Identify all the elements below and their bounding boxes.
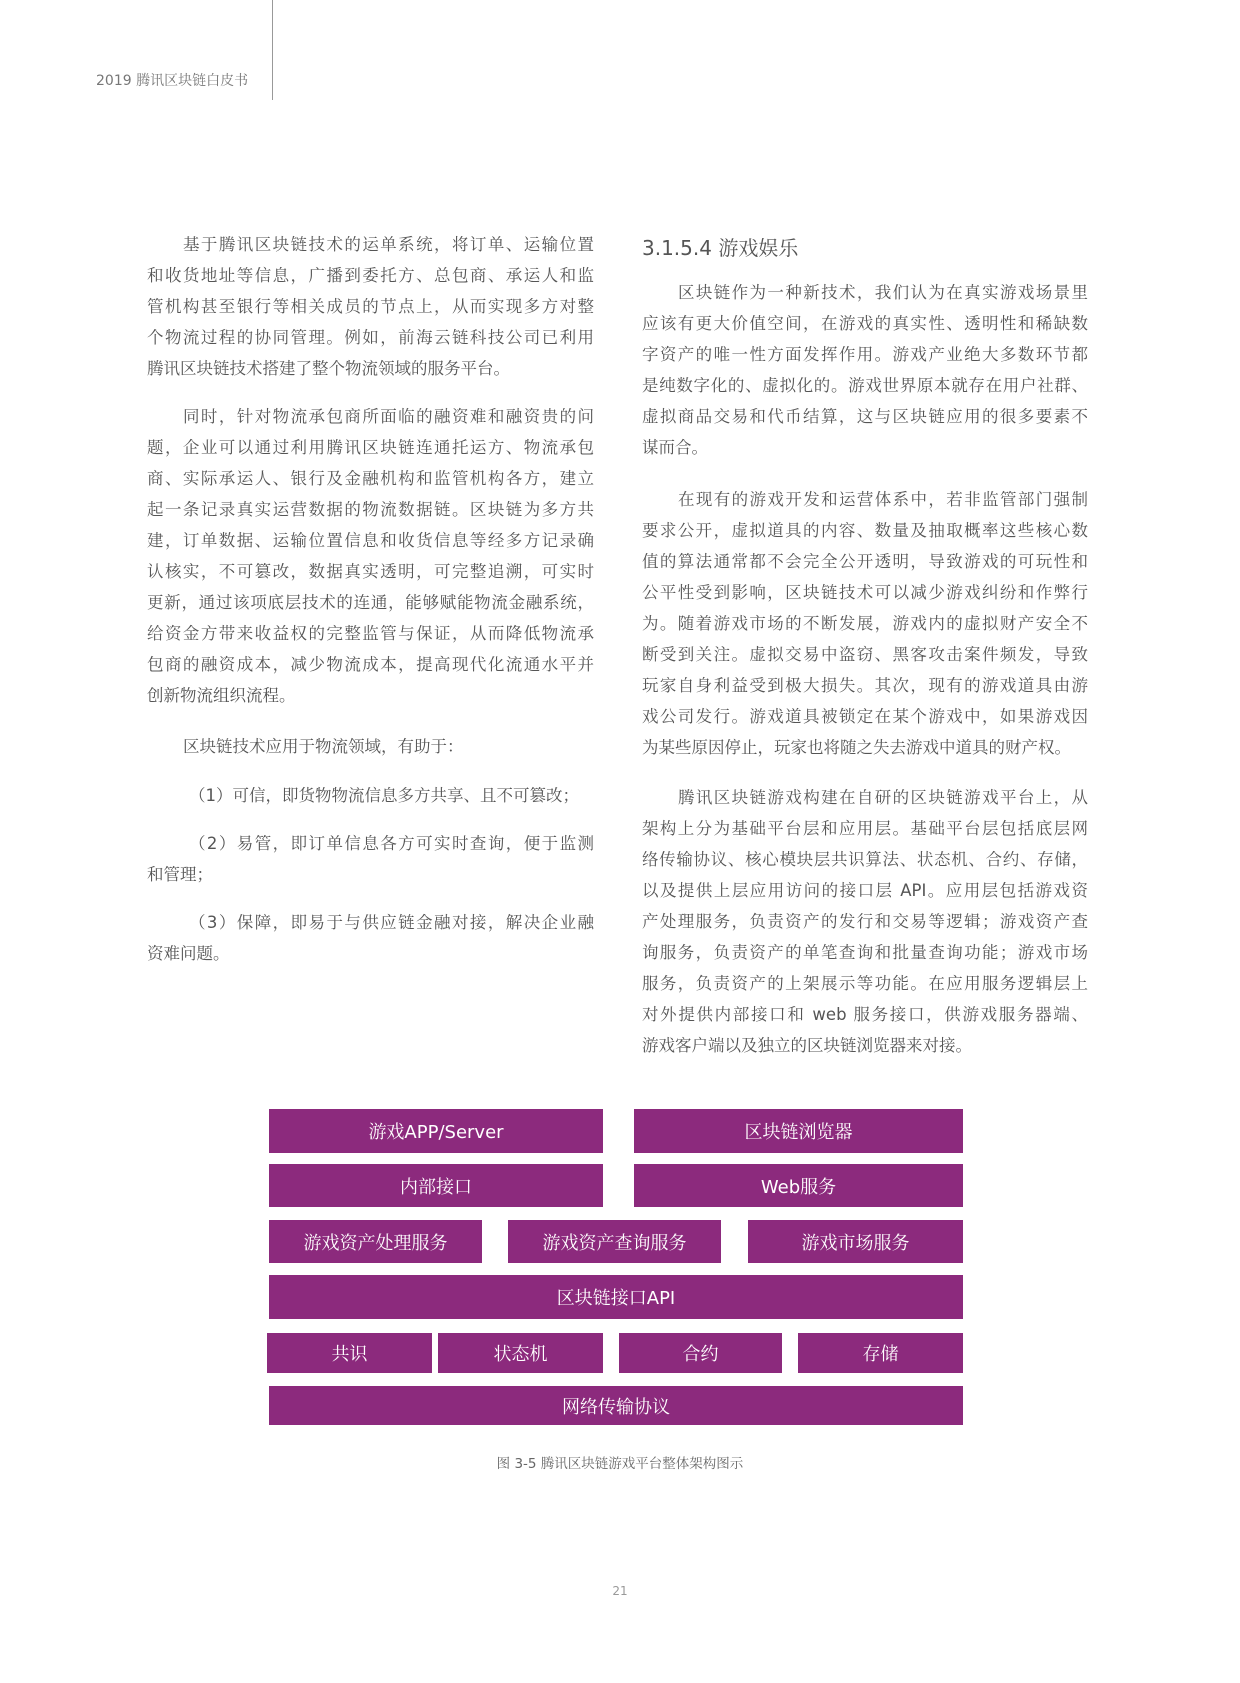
section-heading: 3.1.5.4 游戏娱乐 bbox=[642, 236, 799, 260]
page-number: 21 bbox=[612, 1584, 628, 1598]
text-line: 更新，通过该项底层技术的连通，能够赋能物流金融系统， bbox=[147, 593, 594, 612]
text-line: 区块链技术应用于物流领域，有助于： bbox=[183, 737, 464, 756]
text-line: 个物流过程的协同管理。例如，前海云链科技公司已利用 bbox=[147, 328, 594, 347]
box-blockchain-browser: 区块链浏览器 bbox=[634, 1109, 963, 1153]
text-line: 谋而合。 bbox=[642, 438, 708, 457]
paragraph bbox=[642, 782, 1088, 1061]
text-line: 区块链作为一种新技术，我们认为在真实游戏场景里 bbox=[678, 283, 1088, 302]
header-divider bbox=[272, 0, 273, 100]
text-line: 为某些原因停止，玩家也将随之失去游戏中道具的财产权。 bbox=[642, 738, 1071, 757]
box-state-machine: 状态机 bbox=[438, 1333, 603, 1373]
text-line: 在现有的游戏开发和运营体系中，若非监管部门强制 bbox=[678, 490, 1088, 509]
paragraph bbox=[147, 229, 594, 384]
text-line: 包商的融资成本，减少物流成本，提高现代化流通水平并 bbox=[147, 655, 594, 674]
text-line: 虚拟商品交易和代币结算，这与区块链应用的很多要素不 bbox=[642, 407, 1088, 426]
text-line: 要求公开，虚拟道具的内容、数量及抽取概率这些核心数 bbox=[642, 521, 1088, 540]
paragraph bbox=[642, 484, 1088, 763]
paragraph bbox=[147, 401, 594, 711]
box-asset-query: 游戏资产查询服务 bbox=[508, 1220, 721, 1263]
text-line: 服务，负责资产的上架展示等功能。在应用服务逻辑层上 bbox=[642, 974, 1088, 993]
text-line: 创新物流组织流程。 bbox=[147, 686, 296, 705]
text-line: 资难问题。 bbox=[147, 944, 230, 963]
text-line: 和管理； bbox=[147, 865, 213, 884]
box-consensus: 共识 bbox=[267, 1333, 432, 1373]
text-line: 为。随着游戏市场的不断发展，游戏内的虚拟财产安全不 bbox=[642, 614, 1088, 633]
text-line: 游戏客户端以及独立的区块链浏览器来对接。 bbox=[642, 1036, 972, 1055]
box-contract: 合约 bbox=[619, 1333, 782, 1373]
text-line: 腾讯区块链技术搭建了整个物流领域的服务平台。 bbox=[147, 359, 510, 378]
text-line: 基于腾讯区块链技术的运单系统，将订单、运输位置 bbox=[183, 235, 594, 254]
text-line: 认核实，不可篡改，数据真实透明，可完整追溯，可实时 bbox=[147, 562, 594, 581]
text-line: 架构上分为基础平台层和应用层。基础平台层包括底层网 bbox=[642, 819, 1088, 838]
figure-caption: 图 3-5 腾讯区块链游戏平台整体架构图示 bbox=[496, 1456, 744, 1472]
text-line: 对外提供内部接口和 web 服务接口，供游戏服务器端、 bbox=[642, 1005, 1088, 1024]
text-line: 给资金方带来收益权的完整监管与保证，从而降低物流承 bbox=[147, 624, 594, 643]
box-web-service: Web服务 bbox=[634, 1164, 963, 1207]
text-line: 应该有更大价值空间，在游戏的真实性、透明性和稀缺数 bbox=[642, 314, 1088, 333]
box-internal-interface: 内部接口 bbox=[269, 1164, 603, 1207]
text-line: 断受到关注。虚拟交易中盗窃、黑客攻击案件频发，导致 bbox=[642, 645, 1088, 664]
text-line: 戏公司发行。游戏道具被锁定在某个游戏中，如果游戏因 bbox=[642, 707, 1088, 726]
text-line: 询服务，负责资产的单笔查询和批量查询功能；游戏市场 bbox=[642, 943, 1088, 962]
text-line: 以及提供上层应用访问的接口层 API。应用层包括游戏资 bbox=[642, 881, 1088, 900]
running-header: 2019 腾讯区块链白皮书 bbox=[96, 73, 249, 89]
box-game-app: 游戏APP/Server bbox=[269, 1109, 603, 1153]
box-storage: 存储 bbox=[798, 1333, 963, 1373]
text-line: 是纯数字化的、虚拟化的。游戏世界原本就存在用户社群、 bbox=[642, 376, 1088, 395]
box-network-protocol: 网络传输协议 bbox=[269, 1386, 963, 1425]
text-line: 起一条记录真实运营数据的物流数据链。区块链为多方共 bbox=[147, 500, 594, 519]
box-game-market: 游戏市场服务 bbox=[748, 1220, 963, 1263]
list-item bbox=[147, 780, 594, 811]
text-line: 管机构甚至银行等相关成员的节点上，从而实现多方对整 bbox=[147, 297, 594, 316]
text-line: （1）可信，即货物物流信息多方共享、且不可篡改； bbox=[189, 786, 579, 805]
list-item bbox=[147, 907, 594, 969]
text-line: 值的算法通常都不会完全公开透明，导致游戏的可玩性和 bbox=[642, 552, 1088, 571]
text-line: 和收货地址等信息，广播到委托方、总包商、承运人和监 bbox=[147, 266, 594, 285]
text-line: 玩家自身利益受到极大损失。其次，现有的游戏道具由游 bbox=[642, 676, 1088, 695]
text-line: 题，企业可以通过利用腾讯区块链连通托运方、物流承包 bbox=[147, 438, 594, 457]
text-line: （2）易管，即订单信息各方可实时查询，便于监测 bbox=[189, 834, 594, 853]
text-line: 字资产的唯一性方面发挥作用。游戏产业绝大多数环节都 bbox=[642, 345, 1088, 364]
text-line: 腾讯区块链游戏构建在自研的区块链游戏平台上，从 bbox=[678, 788, 1088, 807]
text-line: 商、实际承运人、银行及金融机构和监管机构各方，建立 bbox=[147, 469, 594, 488]
text-line: （3）保障，即易于与供应链金融对接，解决企业融 bbox=[189, 913, 594, 932]
text-line: 公平性受到影响，区块链技术可以减少游戏纠纷和作弊行 bbox=[642, 583, 1088, 602]
text-line: 建，订单数据、运输位置信息和收货信息等经多方记录确 bbox=[147, 531, 594, 550]
paragraph bbox=[147, 731, 594, 762]
box-asset-processing: 游戏资产处理服务 bbox=[269, 1220, 482, 1263]
text-line: 产处理服务，负责资产的发行和交易等逻辑；游戏资产查 bbox=[642, 912, 1088, 931]
text-line: 络传输协议、核心模块层共识算法、状态机、合约、存储， bbox=[642, 850, 1088, 869]
list-item bbox=[147, 828, 594, 890]
box-blockchain-api: 区块链接口API bbox=[269, 1275, 963, 1319]
text-line: 同时，针对物流承包商所面临的融资难和融资贵的问 bbox=[183, 407, 594, 426]
paragraph bbox=[642, 277, 1088, 463]
